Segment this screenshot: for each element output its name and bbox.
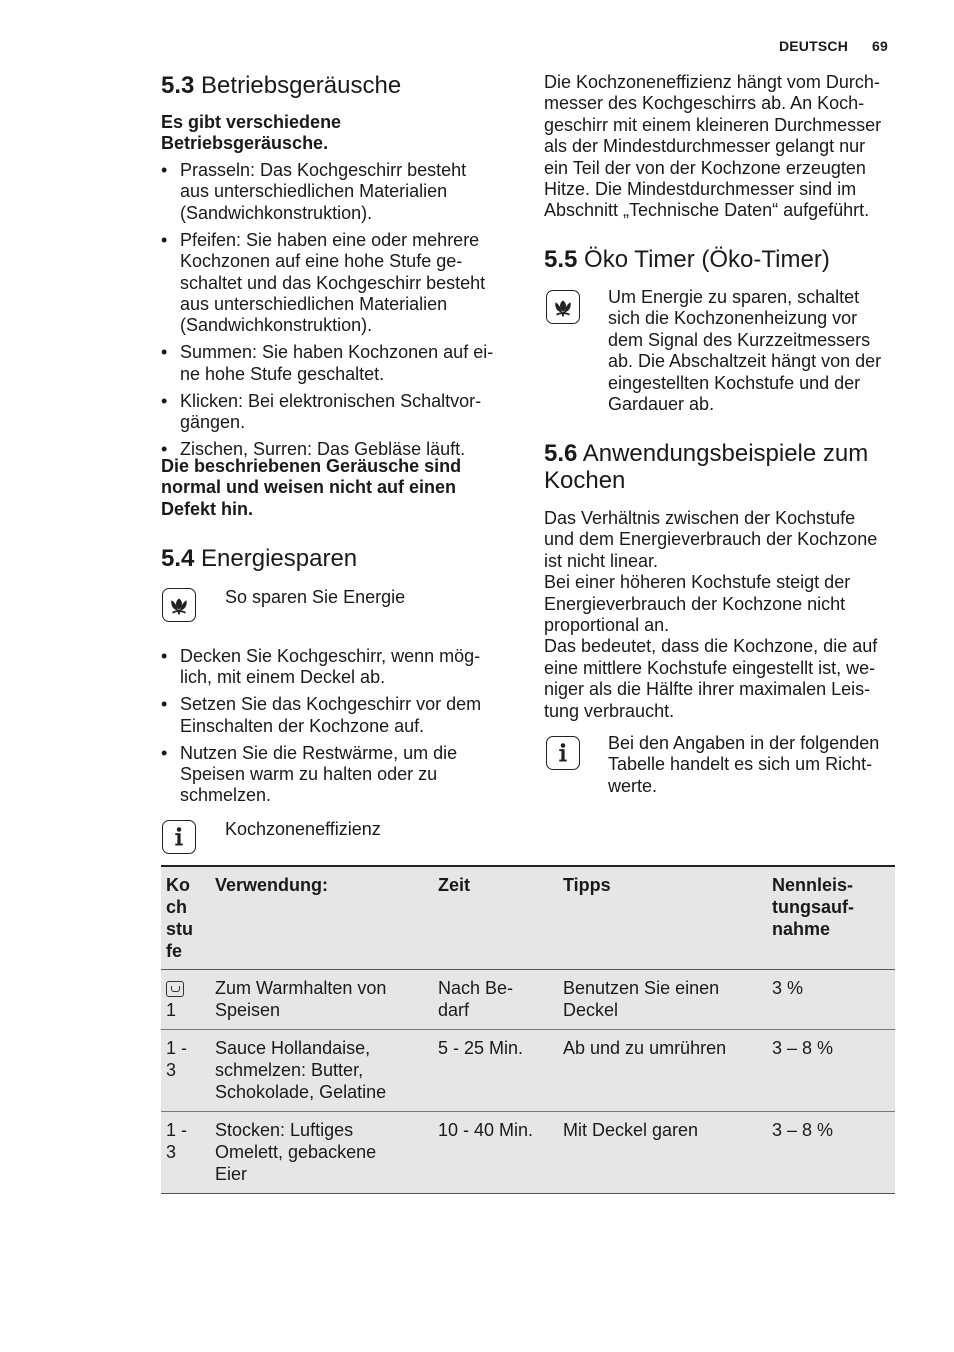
col-header-tipps: Tipps <box>563 875 611 895</box>
eco-tip-text: So sparen Sie Energie <box>225 587 406 607</box>
list-item: • Pfeifen: Sie haben eine oder mehrere Kochzonen auf eine hohe Stufe ge- schaltet und das Kochgeschirr besteht aus unterschiedlichen Materialien (Sandwichkonstruktion). <box>161 230 511 337</box>
section-number: 5.5 <box>544 246 578 273</box>
col-header-verwendung: Verwendung: <box>215 875 329 895</box>
section-title: Kochen <box>544 467 626 494</box>
table-row <box>161 970 895 1030</box>
section-title: Anwendungsbeispiele zum <box>582 440 869 467</box>
col-header-zeit: Zeit <box>438 875 471 895</box>
list-item: • Zischen, Surren: Das Gebläse läuft. <box>161 439 511 460</box>
cell-tipps: Mit Deckel garen <box>563 1120 699 1140</box>
noise-note <box>161 456 511 520</box>
section-number: 5.3 <box>161 72 195 99</box>
cell-leistung: 3 % <box>772 978 804 998</box>
cell-verwendung: Stocken: Luftiges Omelett, gebackene Eier <box>215 1120 377 1184</box>
cell-leistung: 3 – 8 % <box>772 1120 834 1140</box>
section-heading-5-5 <box>544 246 830 273</box>
list-item: • Nutzen Sie die Restwärme, um die Speisen warm zu halten oder zu schmelzen. <box>161 743 511 807</box>
info-icon <box>162 820 196 854</box>
text-line: Die beschriebenen Geräusche sind <box>161 456 462 476</box>
eco-timer-text: Um Energie zu sparen, schaltet sich die Kochzonenheizung vor dem Signal des Kurzzeitmessers ab. Die Abschaltzeit hängt von der eingestellten Kochstufe und der Gardauer ab. <box>608 287 882 415</box>
table-row <box>161 1112 895 1194</box>
header-language: DEUTSCH <box>778 38 849 54</box>
cell-tipps: Benutzen Sie einen Deckel <box>563 978 720 1020</box>
cooking-examples-table <box>161 865 895 1194</box>
col-header-nennleistung: Nennleis- tungsauf- nahme <box>772 875 854 939</box>
section-heading-5-6 <box>544 440 868 494</box>
list-item: • Summen: Sie haben Kochzonen auf ei- ne hohe Stufe geschaltet. <box>161 342 511 385</box>
section-number: 5.6 <box>544 440 578 467</box>
cell-leistung: 3 – 8 % <box>772 1038 834 1058</box>
list-item: • Setzen Sie das Kochgeschirr vor dem Einschalten der Kochzone auf. <box>161 694 511 737</box>
text-line: Defekt hin. <box>161 498 254 519</box>
section-title: Öko Timer (Öko-Timer) <box>584 246 830 273</box>
page-header <box>779 38 888 54</box>
list-item: • Prasseln: Das Kochgeschirr besteht aus unterschiedlichen Materialien (Sandwichkonstruktion). <box>161 160 511 224</box>
text-line: normal und weisen nicht auf einen <box>161 477 457 498</box>
section-heading-5-4 <box>161 545 357 572</box>
cell-tipps: Ab und zu umrühren <box>563 1038 727 1058</box>
info-note-text: Kochzoneneffizienz <box>225 819 381 839</box>
info-icon <box>546 736 580 770</box>
table-header-row <box>161 866 895 970</box>
cell-zeit: 5 - 25 Min. <box>438 1038 524 1058</box>
text-line: Es gibt verschiedene <box>161 112 342 132</box>
eco-leaf-icon <box>162 588 196 622</box>
page-number: 69 <box>872 38 888 54</box>
energy-saving-list <box>161 646 511 812</box>
efficiency-paragraph: Die Kochzoneneffizienz hängt vom Durch- messer des Kochgeschirrs ab. An Koch- geschirr mit einem kleineren Durchmesser als der Mindestdurchmesser gelangt nur ein Teil der von der Kochzone erzeugten Hitze. Die Mindestdurchmesser sind im Abschnitt „Technische Daten“ aufgeführt. <box>544 72 882 221</box>
section-title: Betriebsgeräusche <box>201 72 402 99</box>
cell-zeit: 10 - 40 Min. <box>438 1120 534 1140</box>
examples-paragraph: Das Verhältnis zwischen der Kochstufe und dem Energieverbrauch der Kochzone ist nicht linear. Bei einer höheren Kochstufe steigt der Energieverbrauch der Kochzone nicht proportional an. Das bedeutet, dass die Kochzone, die auf eine mittlere Kochstufe eingestellt ist, we- niger als die Hälfte ihrer maximalen Leis- tung verbraucht. <box>544 508 878 721</box>
cell-stufe: 1 - 3 <box>166 1038 188 1080</box>
cell-verwendung: Zum Warmhalten von Speisen <box>215 978 387 1020</box>
section-title: Energiesparen <box>201 545 358 572</box>
cell-zeit: Nach Be- darf <box>438 978 514 1020</box>
list-item: • Decken Sie Kochgeschirr, wenn mög- lich, mit einem Deckel ab. <box>161 646 511 689</box>
col-header-stufe: Ko ch stu fe <box>166 875 193 961</box>
keep-warm-icon <box>166 981 184 997</box>
cell-stufe: 1 - 3 <box>166 1120 188 1162</box>
section-heading-5-3 <box>161 72 401 99</box>
noise-intro <box>161 112 501 155</box>
guide-values-note: Bei den Angaben in der folgenden Tabelle handelt es sich um Richt- werte. <box>608 733 880 796</box>
eco-leaf-icon <box>546 290 580 324</box>
text-line: Betriebsgeräusche. <box>161 133 329 154</box>
table-row <box>161 1030 895 1112</box>
noise-list <box>161 160 511 460</box>
cell-verwendung: Sauce Hollandaise, schmelzen: Butter, Schokolade, Gelatine <box>215 1038 387 1102</box>
cell-stufe: 1 <box>161 970 210 1030</box>
list-item: • Klicken: Bei elektronischen Schaltvor- gängen. <box>161 391 511 434</box>
section-number: 5.4 <box>161 545 195 572</box>
